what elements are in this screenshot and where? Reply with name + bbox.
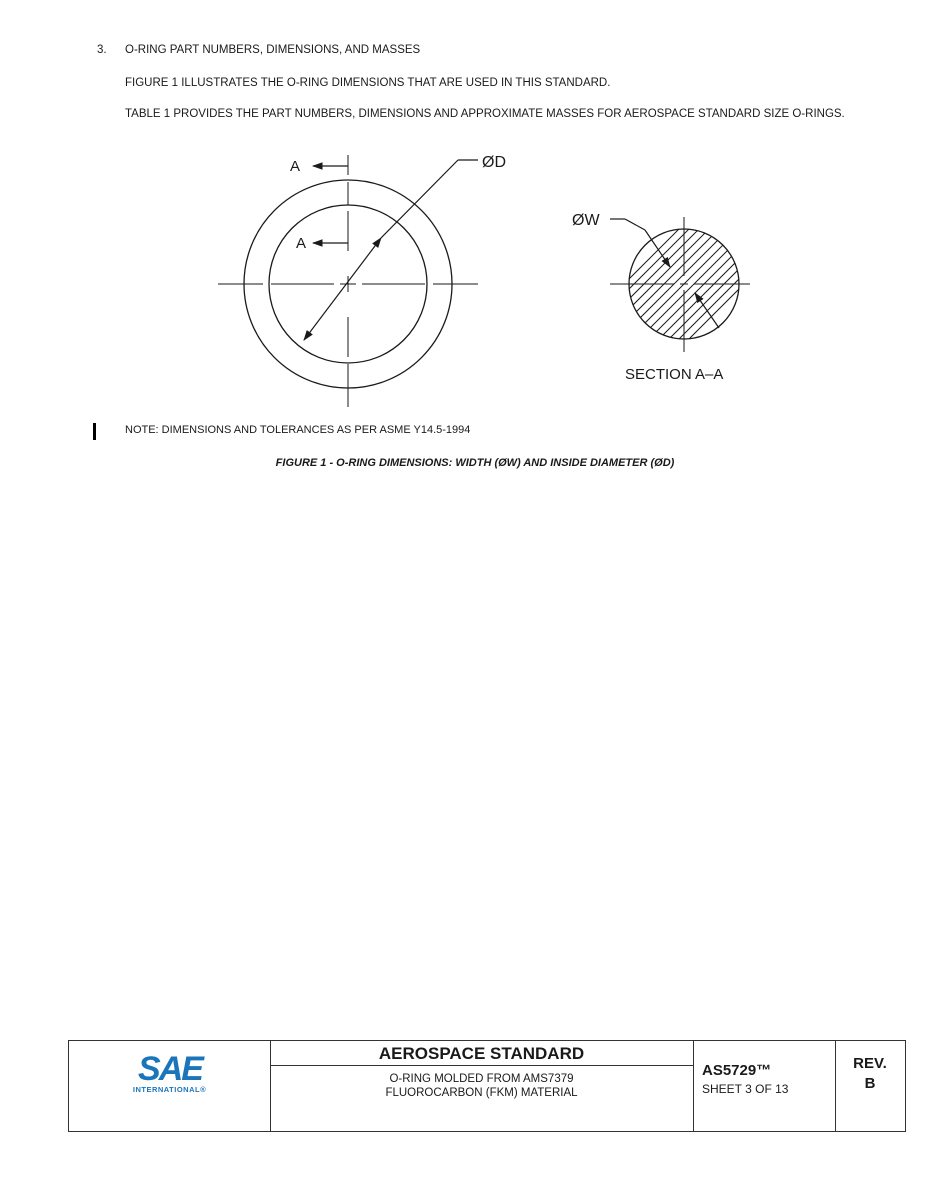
o-ring-dimensions-figure bbox=[200, 145, 760, 415]
revision-value: B bbox=[864, 1075, 876, 1092]
title-block bbox=[68, 1040, 906, 1132]
logo-cell bbox=[69, 1041, 271, 1131]
standard-title: AEROSPACE STANDARD bbox=[270, 1041, 693, 1066]
revision-cell bbox=[835, 1041, 905, 1131]
ow-arrow-out bbox=[695, 293, 719, 328]
ow-leader-line bbox=[625, 219, 645, 230]
cross-section-centerlines bbox=[610, 217, 750, 352]
sheet-number: SHEET 3 OF 13 bbox=[702, 1082, 789, 1096]
change-bar bbox=[93, 423, 96, 440]
sae-logo bbox=[131, 1051, 209, 1085]
document-cell bbox=[693, 1041, 836, 1131]
label-a-inner: A bbox=[296, 235, 307, 252]
standard-cell bbox=[270, 1041, 694, 1131]
paragraph-figure-ref: FIGURE 1 ILLUSTRATES THE O-RING DIMENSIONS THAT ARE USED IN THIS STANDARD. bbox=[125, 77, 611, 89]
section-title: O-RING PART NUMBERS, DIMENSIONS, AND MASSES bbox=[125, 44, 421, 56]
ring-front-view bbox=[218, 154, 506, 407]
standard-subtitle-line2: FLUOROCARBON (FKM) MATERIAL bbox=[385, 1087, 578, 1099]
standard-subtitle bbox=[270, 1072, 693, 1100]
standard-subtitle-line1: O-RING MOLDED FROM AMS7379 bbox=[389, 1073, 574, 1085]
label-a-top: A bbox=[290, 158, 301, 175]
sae-logo-subtext: INTERNATIONAL® bbox=[132, 1085, 207, 1094]
od-dimension-arrow bbox=[304, 238, 381, 340]
section-aa-label: SECTION A–A bbox=[625, 366, 724, 383]
ring-cross-section bbox=[569, 212, 760, 383]
figure-caption: FIGURE 1 - O-RING DIMENSIONS: WIDTH (ØW) AND INSIDE DIAMETER (ØD) bbox=[275, 457, 675, 469]
document-number: AS5729™ bbox=[702, 1062, 772, 1079]
paragraph-table-ref: TABLE 1 PROVIDES THE PART NUMBERS, DIMENSIONS AND APPROXIMATE MASSES FOR AEROSPACE STANDARD SIZE O-RINGS. bbox=[125, 108, 845, 120]
revision-label: REV. bbox=[853, 1055, 887, 1072]
label-od: ØD bbox=[482, 154, 506, 171]
sae-logo-text: SAE bbox=[138, 1051, 202, 1085]
section-number: 3. bbox=[97, 44, 107, 56]
od-leader-line bbox=[381, 160, 458, 238]
figure-note: NOTE: DIMENSIONS AND TOLERANCES AS PER ASME Y14.5-1994 bbox=[125, 424, 471, 436]
label-ow: ØW bbox=[572, 212, 600, 229]
